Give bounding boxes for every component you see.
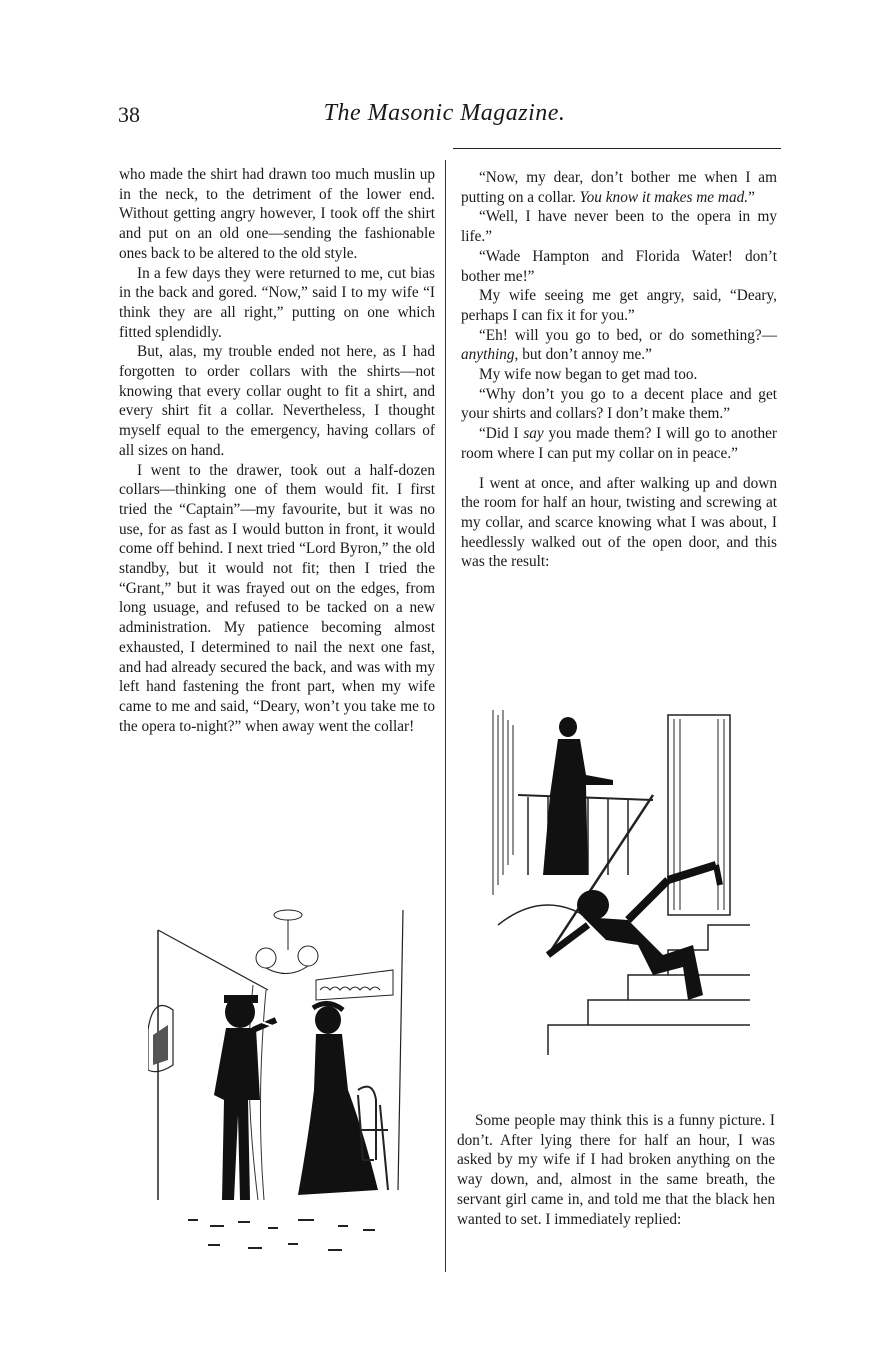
running-title: The Masonic Magazine. [323,100,566,126]
text-run: “Did I [479,425,524,443]
right-column-lower [457,1111,775,1229]
paragraph: “Why don’t you go to a decent place and get your shirts and collars? I don’t make them.” [461,385,777,423]
text-run: , but don’t annoy me.” [514,346,652,364]
paragraph: But, alas, my trouble ended not here, as I had forgotten to order collars with the shirts—not knowing that every collar ought to fit a shirt, and every shirt fit a collar. Nevertheless, I thought myself equal to the emergency, having collars of all sizes on hand. [119,343,435,459]
italic-run: say [523,425,544,443]
italic-run: You know it makes me mad. [579,188,749,206]
paragraph: My wife seeing me get angry, said, “Deary, perhaps I can fix it for you.” [461,287,777,324]
paragraph: In a few days they were returned to me, cut bias in the back and gored. “Now,” said I to my wife “I think they are all right,” putting on one which fitted splendidly. [119,264,435,341]
illustration-stair-fall [488,705,750,1055]
paragraph: I went to the drawer, took out a half-dozen collars—thinking one of them would fit. I first tried the “Captain”—my favourite, but it was no use, for as fast as I would button in front, it would come off behind. I next tried “Lord Byron,” the old standby, but it would not fit; then I tried the “Grant,” but it was frayed out on the edges, from long usuage, and refused to be tacked on a new administration. My patience becoming almost exhausted, I determined to nail the next one fast, and had already secured the back, and was with my left hand fastening the front part, when my wife came to me and said, “Deary, won’t you take me to the opera to-night?” when away went the collar! [119,461,435,735]
page-header [0,96,889,136]
text-run: “Now, my dear, don’t bother me when I am putting on a collar. [461,169,777,206]
paragraph: who made the shirt had drawn too much muslin up in the neck, to the detriment of the lower end. Without getting angry however, I took off the shirt and put on an old one—sending the fashionable ones back to be altered to the old style. [119,166,435,262]
text-run: you made them? I will go to another room where I can put my collar on in peace.” [461,425,778,462]
header-rule [453,148,781,149]
page-number: 38 [118,102,140,127]
paragraph: Some people may think this is a funny picture. I don’t. After lying there for half an hour, I was asked by my wife if I had broken anything on the way down, and, almost in the same breath, the servant girl came in, and told me that the black hen wanted to set. I immediately replied: [457,1112,775,1228]
right-column [461,168,777,572]
text-run: ” [748,188,755,206]
paragraph: “Wade Hampton and Florida Water! don’t bother me!” [461,247,777,285]
paragraph: I went at once, and after walking up and down the room for half an hour, twisting and screwing at my collar, and scarce knowing what I was about, I heedlessly walked out of the open door, and this was the result: [461,474,777,571]
stair-fall-engraving [488,705,750,1055]
column-divider [445,160,446,1272]
illustration-collar-scene [148,900,410,1262]
left-column [119,165,435,736]
paragraph [461,424,777,463]
paragraph: “Well, I have never been to the opera in my life.” [461,208,777,246]
paragraph: My wife now began to get mad too. [479,366,698,384]
paragraph [461,168,777,207]
paragraph [461,326,777,365]
collar-scene-engraving [148,900,410,1262]
text-run: “Eh! will you go to bed, or do something?— [479,326,777,344]
italic-run: anything [461,346,515,364]
